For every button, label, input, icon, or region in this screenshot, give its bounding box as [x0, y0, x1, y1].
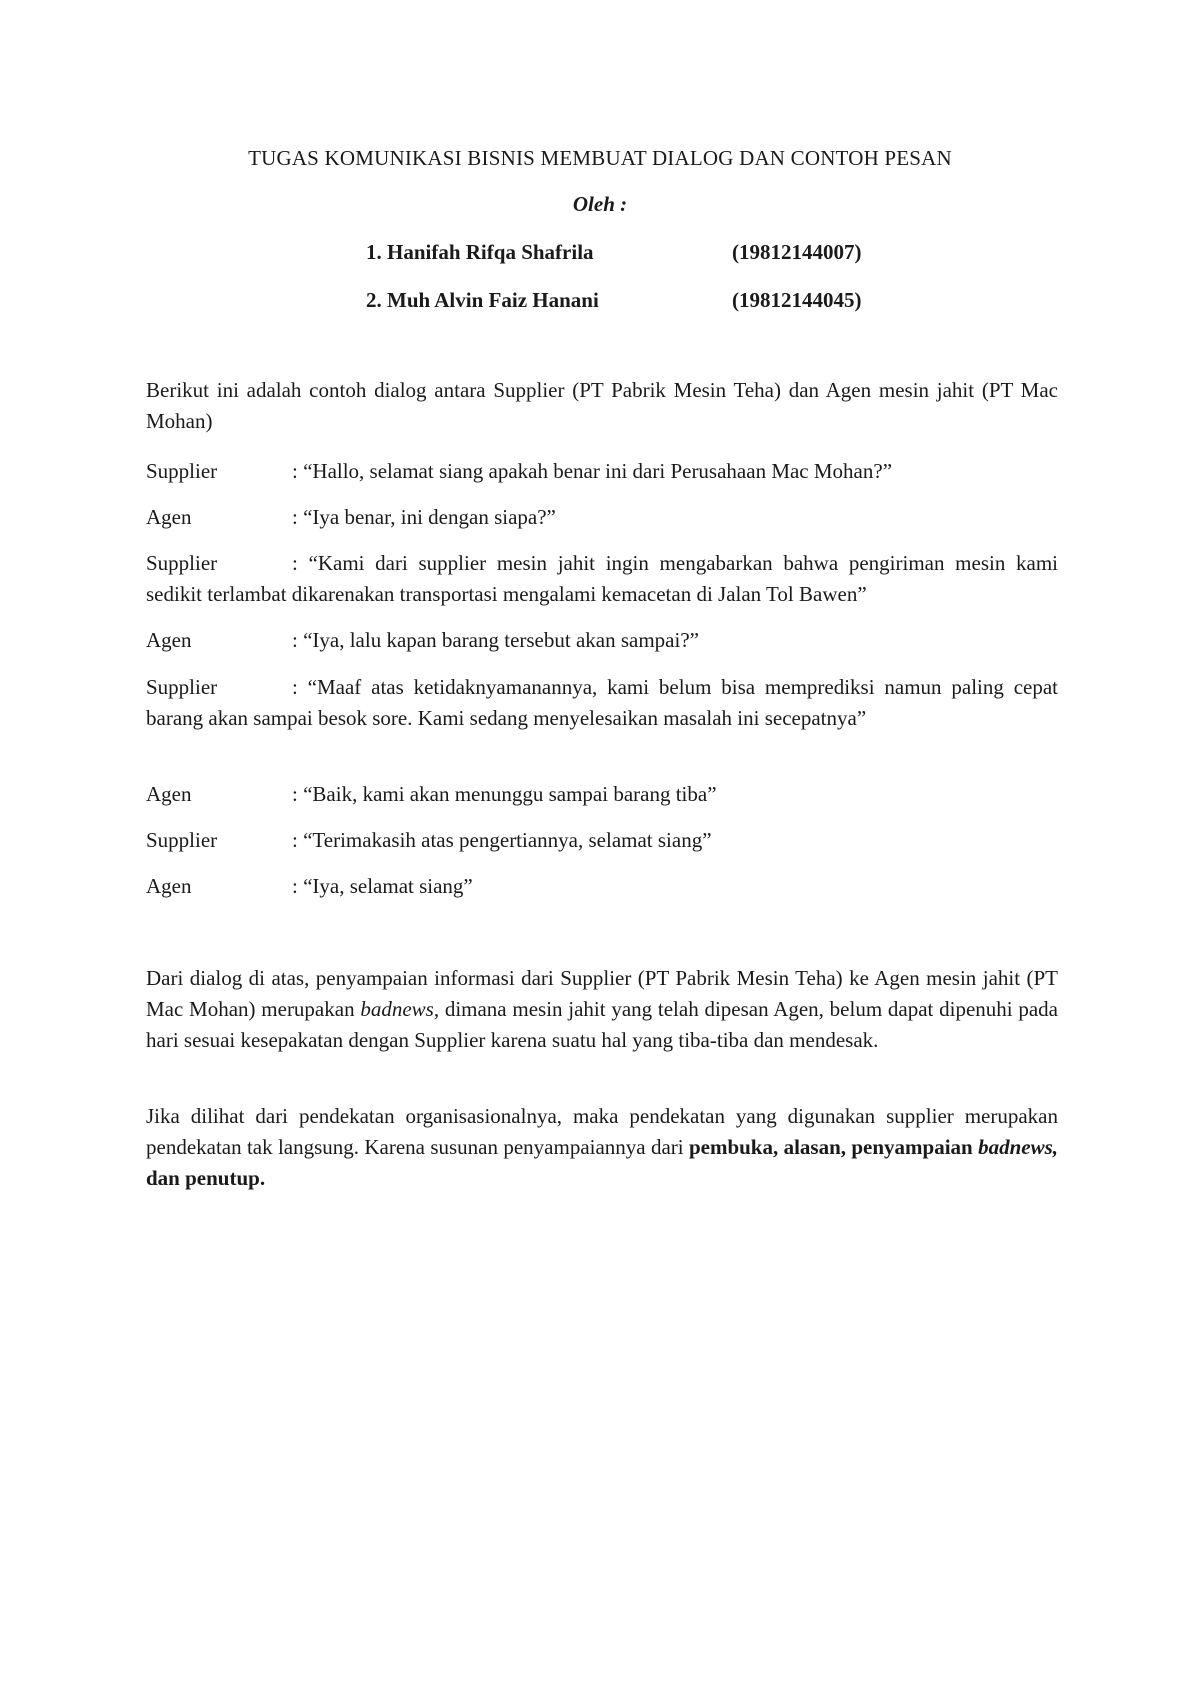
analysis-text: dimana mesin jahit yang telah dipesan Agen, belum dapat dipenuhi pada hari sesuai kesepakatan dengan Supplier karena suatu hal yang tiba-tiba dan mendesak. — [146, 997, 1058, 1052]
dialog-text: : “Maaf atas ketidaknyamanannya, kami belum bisa memprediksi namun paling cepat barang akan sampai besok sore. Kami sedang menyelesaikan masalah ini secepatnya” — [146, 675, 1058, 730]
dialog-speaker: Agen — [146, 505, 192, 529]
dialog-text: : “Baik, kami akan menunggu sampai barang tiba” — [292, 782, 717, 806]
dialog-speaker: Supplier — [146, 675, 218, 699]
dialog-speaker: Supplier — [146, 459, 218, 483]
dialog-text: : “Iya, lalu kapan barang tersebut akan sampai?” — [292, 628, 699, 652]
dialog-text: : “Terimakasih atas pengertiannya, selamat siang” — [292, 828, 712, 852]
analysis-paragraph-2 — [146, 1101, 1058, 1194]
dialog-line — [146, 548, 1058, 610]
emphasis-badnews: badnews, — [978, 1135, 1058, 1159]
author-name: 2. Muh Alvin Faiz Hanani — [366, 288, 599, 312]
analysis-paragraph-1 — [146, 963, 1058, 1056]
dialog-line — [146, 502, 1058, 533]
analysis-text: Dari dialog di atas, penyampaian informasi dari Supplier (PT Pabrik Mesin Teha) ke Agen mesin jahit (PT Mac Mohan) merupakan — [146, 966, 1058, 1021]
by-label: Oleh : — [572, 192, 628, 216]
author-nim: (19812144045) — [732, 288, 862, 312]
bold-text: pembuka, alasan, penyampaian — [688, 1135, 979, 1159]
dialog-text: : “Hallo, selamat siang apakah benar ini dari Perusahaan Mac Mohan?” — [292, 459, 893, 483]
emphasis-badnews: badnews, — [360, 997, 440, 1021]
analysis-text: Jika dilihat dari pendekatan organisasionalnya, maka pendekatan yang digunakan supplier merupakan pendekatan tak langsung. Karena susunan penyampaiannya dari — [146, 1104, 1058, 1159]
intro-paragraph: Berikut ini adalah contoh dialog antara Supplier (PT Pabrik Mesin Teha) dan Agen mesin jahit (PT Mac Mohan) — [146, 378, 1058, 433]
dialog-speaker: Supplier — [146, 551, 218, 575]
author-name: 1. Hanifah Rifqa Shafrila — [366, 240, 594, 264]
dialog-speaker: Agen — [146, 628, 192, 652]
dialog-line — [146, 779, 1058, 810]
dialog-line — [146, 825, 1058, 856]
dialog-line — [146, 871, 1058, 902]
bold-text: dan penutup. — [146, 1166, 266, 1190]
dialog-line — [146, 672, 1058, 734]
dialog-text: : “Kami dari supplier mesin jahit ingin mengabarkan bahwa pengiriman mesin kami sedikit terlambat dikarenakan transportasi mengalami kemacetan di Jalan Tol Bawen” — [146, 551, 1058, 606]
dialog-text: : “Iya benar, ini dengan siapa?” — [292, 505, 556, 529]
dialog-speaker: Agen — [146, 874, 192, 898]
dialog-speaker: Agen — [146, 782, 192, 806]
dialog-speaker: Supplier — [146, 828, 218, 852]
author-nim: (19812144007) — [732, 240, 862, 264]
dialog-line — [146, 456, 1058, 487]
dialog-text: : “Iya, selamat siang” — [292, 874, 473, 898]
dialog-line — [146, 625, 1058, 656]
document-title: TUGAS KOMUNIKASI BISNIS MEMBUAT DIALOG DAN CONTOH PESAN — [248, 146, 952, 170]
